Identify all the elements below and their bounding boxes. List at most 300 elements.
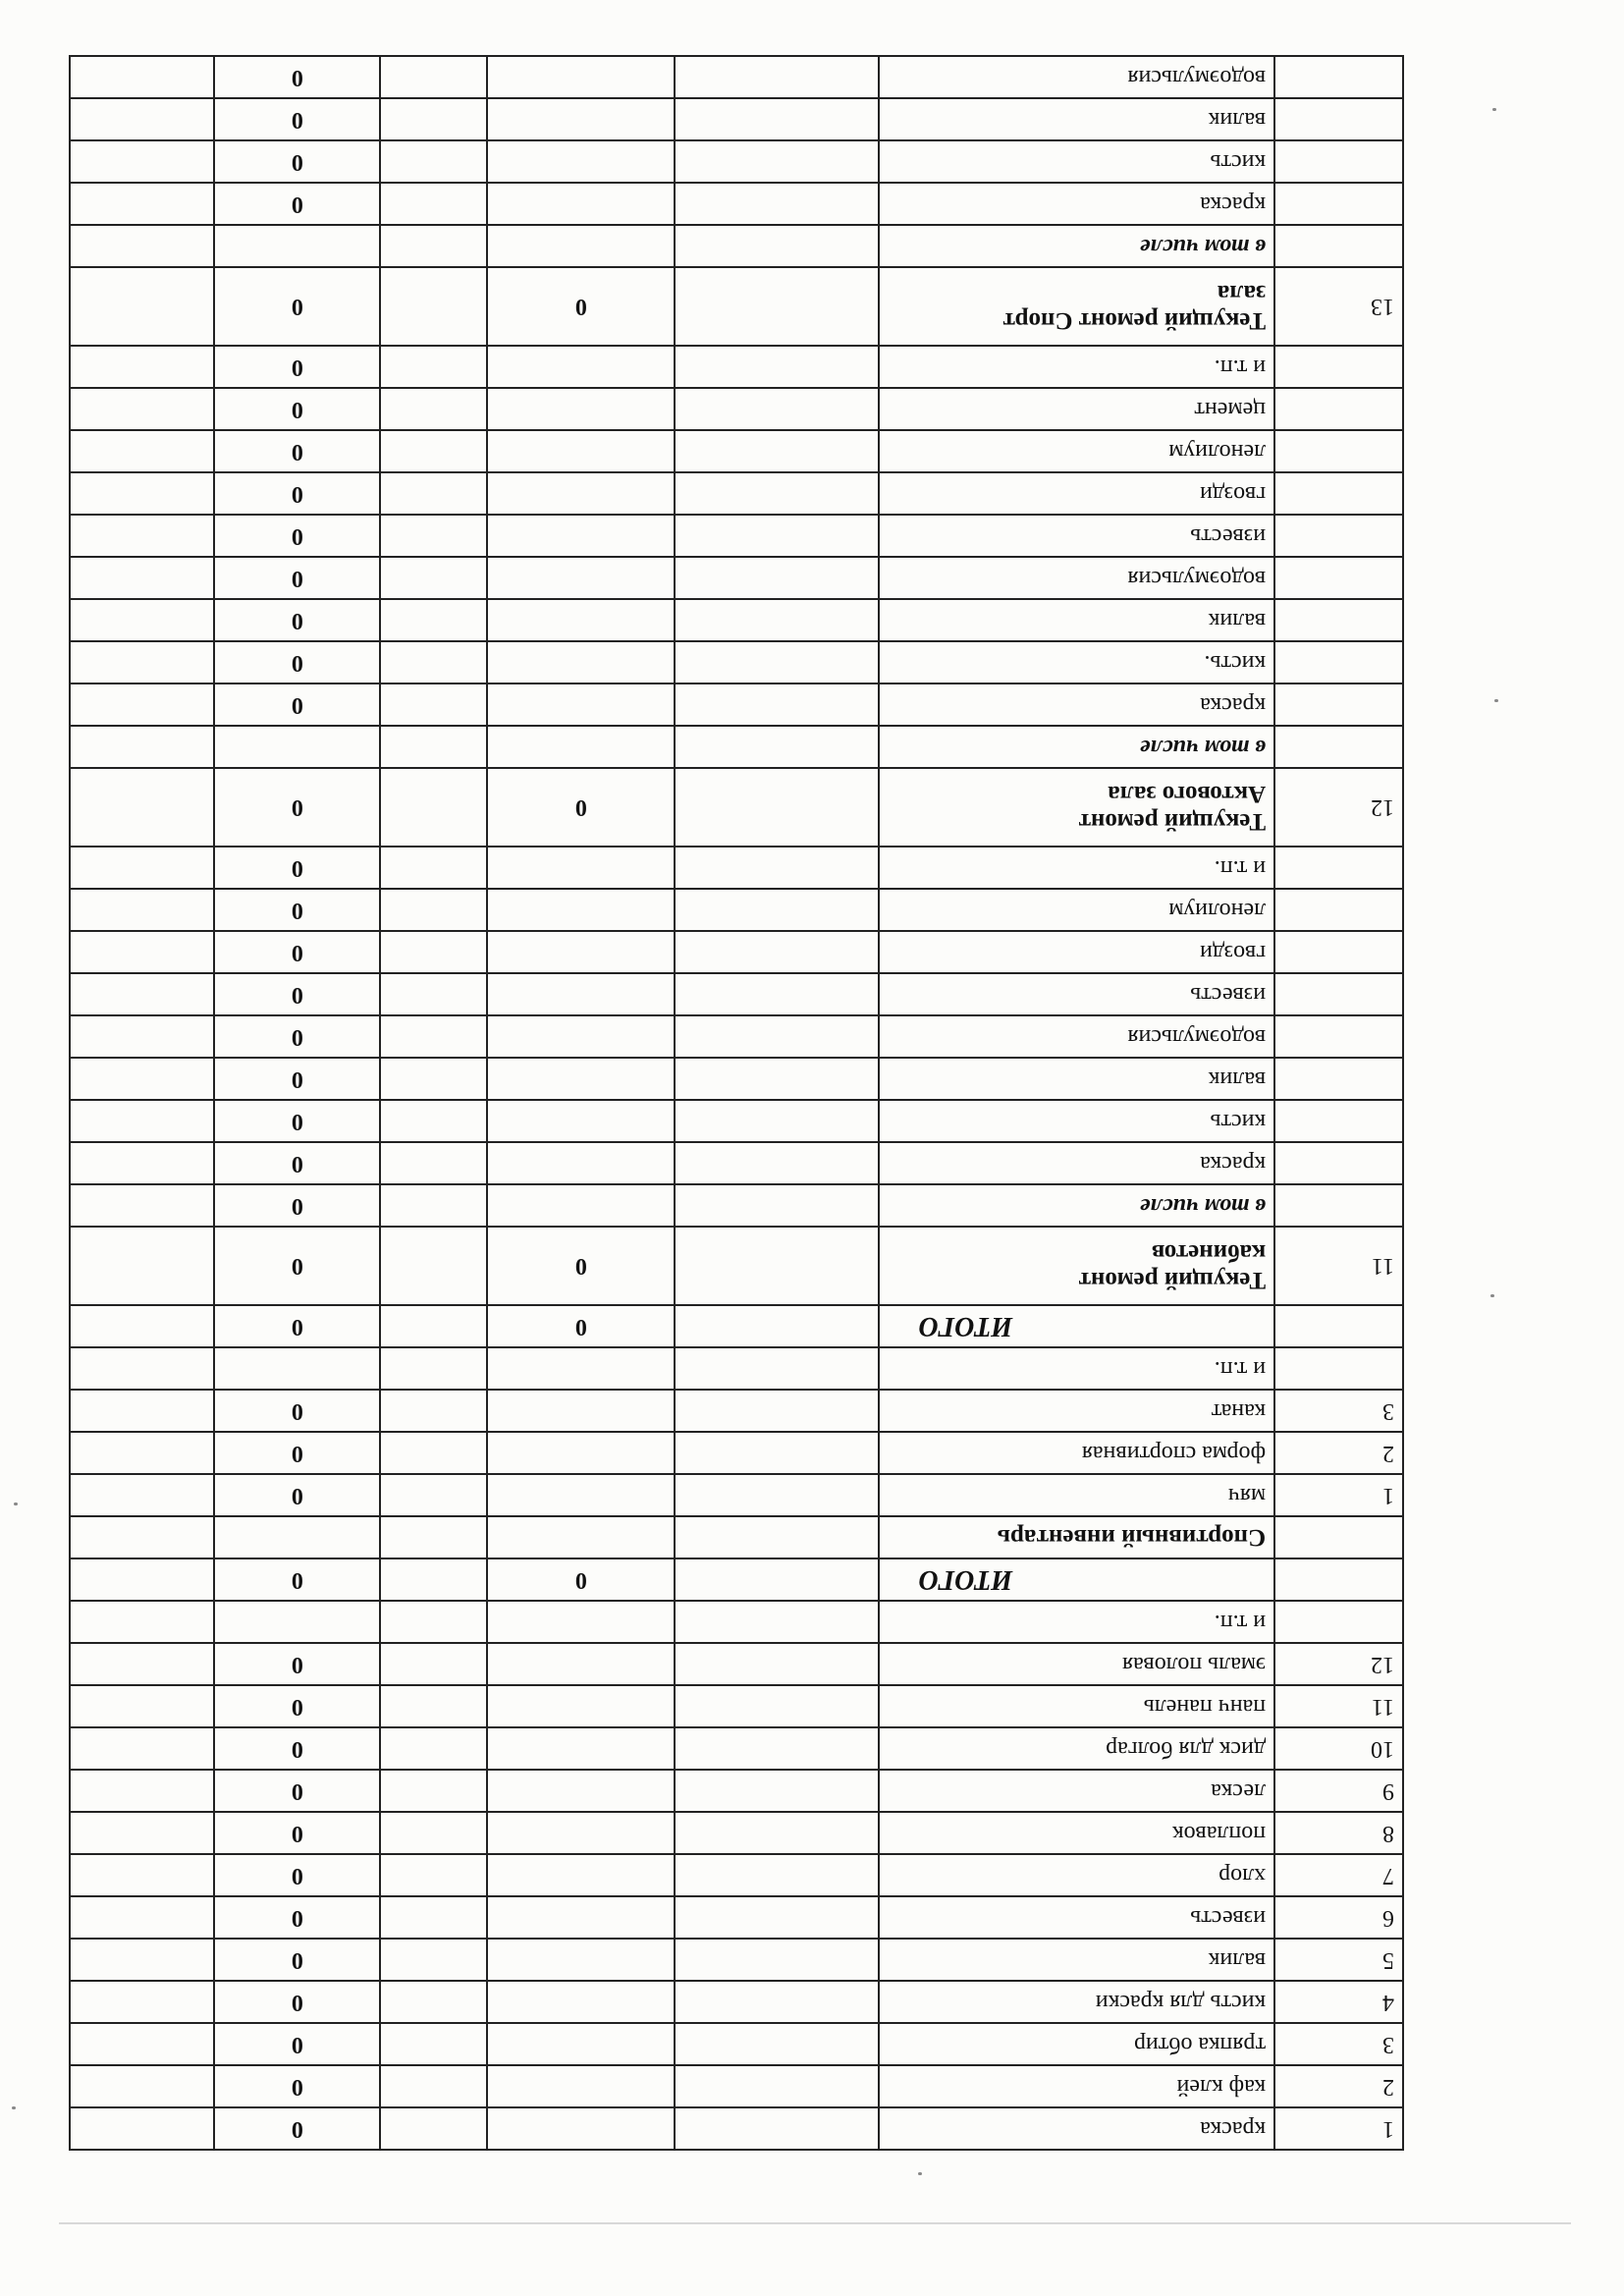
value-cell [380, 931, 487, 973]
value-cell [380, 1432, 487, 1474]
value-cell: 0 [487, 1227, 675, 1305]
item-name-cell: ИТОГО [879, 1558, 1275, 1601]
item-name-cell: кисть. [879, 641, 1275, 683]
item-name-cell: хлор [879, 1854, 1275, 1896]
item-name-cell: гвозди [879, 931, 1275, 973]
value-cell [380, 1516, 487, 1558]
value-cell [487, 726, 675, 768]
table-row [70, 557, 1403, 599]
value-cell [70, 1390, 214, 1432]
item-name-cell: валик [879, 98, 1275, 140]
value-cell [675, 183, 878, 225]
item-name-cell: известь [879, 1896, 1275, 1939]
value-cell [70, 1643, 214, 1685]
value-cell [70, 1854, 214, 1896]
value-cell [380, 1558, 487, 1601]
value-cell [487, 1770, 675, 1812]
value-cell [70, 225, 214, 267]
value-cell [487, 847, 675, 889]
value-cell [675, 1601, 878, 1643]
value-cell [675, 641, 878, 683]
value-cell [675, 56, 878, 98]
table-row [70, 183, 1403, 225]
value-cell [675, 267, 878, 346]
value-cell [380, 1142, 487, 1184]
value-cell [380, 1058, 487, 1100]
value-cell [675, 1100, 878, 1142]
row-number-cell [1274, 557, 1403, 599]
value-cell [487, 1812, 675, 1854]
value-cell [487, 346, 675, 388]
value-cell [675, 1939, 878, 1981]
value-cell [675, 1727, 878, 1770]
value-cell [70, 1058, 214, 1100]
table-row [70, 1100, 1403, 1142]
value-cell [70, 1347, 214, 1390]
value-cell [675, 1812, 878, 1854]
value-cell [70, 2023, 214, 2065]
value-cell [380, 1854, 487, 1896]
value-cell: 0 [214, 2107, 380, 2150]
value-cell: 0 [214, 346, 380, 388]
value-cell [487, 515, 675, 557]
item-name-cell: известь [879, 515, 1275, 557]
item-name-cell: поплавок [879, 1812, 1275, 1854]
item-name-cell: водоэмульсия [879, 1015, 1275, 1058]
value-cell [214, 726, 380, 768]
value-cell [675, 768, 878, 847]
value-cell [70, 1184, 214, 1227]
row-number-cell [1274, 683, 1403, 726]
value-cell [487, 225, 675, 267]
row-number-cell [1274, 515, 1403, 557]
value-cell: 0 [214, 1184, 380, 1227]
value-cell: 0 [214, 931, 380, 973]
value-cell [487, 973, 675, 1015]
item-name-line: Текущий ремонт Спорт [1002, 307, 1267, 334]
value-cell [675, 847, 878, 889]
value-cell [487, 388, 675, 430]
value-cell [675, 2023, 878, 2065]
item-name-cell: в том числе [879, 1184, 1275, 1227]
value-cell [70, 931, 214, 973]
value-cell [487, 2107, 675, 2150]
value-cell: 0 [214, 973, 380, 1015]
value-cell [675, 515, 878, 557]
value-cell: 0 [214, 1685, 380, 1727]
item-name-cell: валик [879, 599, 1275, 641]
value-cell [380, 1390, 487, 1432]
value-cell [70, 1896, 214, 1939]
table-row [70, 1601, 1403, 1643]
value-cell [70, 768, 214, 847]
value-cell [380, 98, 487, 140]
value-cell [380, 1770, 487, 1812]
value-cell [487, 1058, 675, 1100]
item-name-cell: и т.п. [879, 1347, 1275, 1390]
value-cell [487, 1981, 675, 2023]
row-number-cell: 12 [1274, 768, 1403, 847]
row-number-cell: 8 [1274, 1812, 1403, 1854]
value-cell [70, 388, 214, 430]
value-cell [70, 889, 214, 931]
value-cell [675, 599, 878, 641]
table-row [70, 1812, 1403, 1854]
value-cell [675, 1685, 878, 1727]
value-cell [487, 1727, 675, 1770]
value-cell [675, 1643, 878, 1685]
item-name-line: кабинетов [1151, 1239, 1267, 1266]
value-cell [675, 1432, 878, 1474]
value-cell: 0 [214, 889, 380, 931]
table-row [70, 847, 1403, 889]
value-cell: 0 [214, 430, 380, 472]
value-cell [70, 1981, 214, 2023]
value-cell [70, 599, 214, 641]
value-cell [70, 726, 214, 768]
table-row [70, 140, 1403, 183]
item-name-line: зала [1217, 280, 1267, 306]
value-cell [675, 98, 878, 140]
row-number-cell [1274, 1184, 1403, 1227]
value-cell [675, 2065, 878, 2107]
value-cell [380, 2023, 487, 2065]
row-number-cell: 3 [1274, 2023, 1403, 2065]
value-cell [487, 2023, 675, 2065]
value-cell [70, 2065, 214, 2107]
value-cell [675, 346, 878, 388]
value-cell [675, 973, 878, 1015]
value-cell [380, 1100, 487, 1142]
item-name-cell: известь [879, 973, 1275, 1015]
table-row [70, 430, 1403, 472]
value-cell: 0 [214, 1390, 380, 1432]
value-cell [487, 889, 675, 931]
value-cell [487, 98, 675, 140]
table-row [70, 1939, 1403, 1981]
value-cell [70, 973, 214, 1015]
value-cell [70, 1601, 214, 1643]
scan-speck [1494, 699, 1498, 702]
row-number-cell [1274, 726, 1403, 768]
item-name-cell: тряпка обтир [879, 2023, 1275, 2065]
value-cell: 0 [214, 1432, 380, 1474]
value-cell: 0 [214, 1305, 380, 1347]
table-row [70, 1643, 1403, 1685]
value-cell [380, 889, 487, 931]
row-number-cell: 11 [1274, 1227, 1403, 1305]
item-name-cell: ИТОГО [879, 1305, 1275, 1347]
value-cell [675, 1896, 878, 1939]
value-cell [487, 1015, 675, 1058]
row-number-cell: 5 [1274, 1939, 1403, 1981]
value-cell [70, 1142, 214, 1184]
table-row [70, 1015, 1403, 1058]
value-cell [487, 1643, 675, 1685]
row-number-cell: 11 [1274, 1685, 1403, 1727]
item-name-line: Текущий ремонт [1078, 808, 1267, 835]
item-name-cell: Спортивный инвентарь [879, 1516, 1275, 1558]
value-cell [380, 1015, 487, 1058]
value-cell: 0 [214, 1981, 380, 2023]
value-cell [70, 98, 214, 140]
row-number-cell [1274, 346, 1403, 388]
table-row [70, 267, 1403, 346]
table-row [70, 1305, 1403, 1347]
value-cell: 0 [214, 388, 380, 430]
value-cell [70, 1812, 214, 1854]
row-number-cell [1274, 1516, 1403, 1558]
value-cell [675, 1558, 878, 1601]
item-name-cell: и т.п. [879, 1601, 1275, 1643]
value-cell [380, 1896, 487, 1939]
value-cell [380, 557, 487, 599]
item-name-cell: ленолиум [879, 430, 1275, 472]
value-cell: 0 [214, 1854, 380, 1896]
value-cell [214, 1347, 380, 1390]
value-cell [380, 346, 487, 388]
row-number-cell [1274, 641, 1403, 683]
table-row [70, 2107, 1403, 2150]
value-cell [675, 1015, 878, 1058]
value-cell [70, 1685, 214, 1727]
item-name-cell: гвозди [879, 472, 1275, 515]
table-row [70, 1770, 1403, 1812]
table-row [70, 1854, 1403, 1896]
value-cell [380, 726, 487, 768]
table-row [70, 98, 1403, 140]
row-number-cell [1274, 931, 1403, 973]
item-name-cell [879, 768, 1275, 847]
table-row [70, 1516, 1403, 1558]
table-row [70, 388, 1403, 430]
table-row [70, 472, 1403, 515]
table-row [70, 1981, 1403, 2023]
value-cell [487, 1601, 675, 1643]
row-number-cell: 12 [1274, 1643, 1403, 1685]
value-cell [487, 430, 675, 472]
table-row [70, 599, 1403, 641]
value-cell [380, 641, 487, 683]
table-row [70, 931, 1403, 973]
table-row [70, 1432, 1403, 1474]
value-cell [487, 1854, 675, 1896]
value-cell [675, 1305, 878, 1347]
value-cell [675, 388, 878, 430]
row-number-cell [1274, 1601, 1403, 1643]
table-row [70, 889, 1403, 931]
row-number-cell [1274, 599, 1403, 641]
value-cell [675, 1390, 878, 1432]
value-cell [70, 683, 214, 726]
value-cell: 0 [214, 683, 380, 726]
item-name-cell: краска [879, 1142, 1275, 1184]
value-cell [70, 1516, 214, 1558]
value-cell [675, 1516, 878, 1558]
value-cell [70, 1727, 214, 1770]
scan-speck [918, 2172, 922, 2175]
table-row [70, 515, 1403, 557]
value-cell [380, 1727, 487, 1770]
value-cell [380, 140, 487, 183]
row-number-cell [1274, 56, 1403, 98]
value-cell: 0 [214, 98, 380, 140]
table-row [70, 2065, 1403, 2107]
value-cell [70, 346, 214, 388]
value-cell [675, 1184, 878, 1227]
item-name-cell: валик [879, 1058, 1275, 1100]
value-cell [70, 847, 214, 889]
row-number-cell [1274, 847, 1403, 889]
value-cell [675, 1854, 878, 1896]
value-cell [487, 1474, 675, 1516]
value-cell: 0 [487, 267, 675, 346]
value-cell [70, 472, 214, 515]
table-row [70, 973, 1403, 1015]
row-number-cell: 7 [1274, 1854, 1403, 1896]
table-row [70, 683, 1403, 726]
value-cell: 0 [214, 1058, 380, 1100]
item-name-cell: мяч [879, 1474, 1275, 1516]
value-cell [675, 140, 878, 183]
value-cell [675, 1981, 878, 2023]
value-cell [70, 1432, 214, 1474]
value-cell [380, 1685, 487, 1727]
value-cell: 0 [214, 1643, 380, 1685]
value-cell: 0 [214, 641, 380, 683]
value-cell [487, 1142, 675, 1184]
value-cell [70, 515, 214, 557]
row-number-cell: 9 [1274, 1770, 1403, 1812]
value-cell [487, 1939, 675, 1981]
value-cell: 0 [214, 2023, 380, 2065]
item-name-cell: ленолиум [879, 889, 1275, 931]
row-number-cell: 10 [1274, 1727, 1403, 1770]
value-cell [70, 641, 214, 683]
item-name-cell: кисть [879, 1100, 1275, 1142]
row-number-cell [1274, 1347, 1403, 1390]
table-row [70, 1390, 1403, 1432]
row-number-cell [1274, 1100, 1403, 1142]
value-cell: 0 [214, 1896, 380, 1939]
value-cell: 0 [214, 1558, 380, 1601]
item-name-cell: водоэмульсия [879, 557, 1275, 599]
value-cell [487, 683, 675, 726]
row-number-cell [1274, 225, 1403, 267]
value-cell [70, 140, 214, 183]
value-cell [487, 1685, 675, 1727]
value-cell: 0 [214, 56, 380, 98]
value-cell [380, 1939, 487, 1981]
value-cell [70, 430, 214, 472]
value-cell [675, 931, 878, 973]
item-name-cell: диск для болгар [879, 1727, 1275, 1770]
value-cell [487, 1516, 675, 1558]
value-cell [487, 599, 675, 641]
table-row [70, 1227, 1403, 1305]
row-number-cell [1274, 98, 1403, 140]
value-cell: 0 [214, 515, 380, 557]
item-name-cell [879, 1227, 1275, 1305]
item-name-cell [879, 267, 1275, 346]
row-number-cell: 1 [1274, 1474, 1403, 1516]
item-name-cell: канат [879, 1390, 1275, 1432]
row-number-cell: 2 [1274, 2065, 1403, 2107]
value-cell [675, 726, 878, 768]
value-cell [675, 683, 878, 726]
item-name-cell: и т.п. [879, 847, 1275, 889]
table-row [70, 726, 1403, 768]
value-cell [380, 472, 487, 515]
item-name-cell: краска [879, 2107, 1275, 2150]
value-cell: 0 [214, 2065, 380, 2107]
item-name-cell: в том числе [879, 726, 1275, 768]
value-cell [487, 931, 675, 973]
value-cell [380, 225, 487, 267]
item-name-cell: панч панель [879, 1685, 1275, 1727]
value-cell [380, 1184, 487, 1227]
item-name-cell: краска [879, 683, 1275, 726]
value-cell [70, 1939, 214, 1981]
value-cell [380, 1474, 487, 1516]
table-row [70, 1685, 1403, 1727]
value-cell [70, 56, 214, 98]
item-name-line: Текущий ремонт [1078, 1267, 1267, 1293]
value-cell: 0 [214, 140, 380, 183]
value-cell: 0 [214, 1100, 380, 1142]
value-cell: 0 [214, 1727, 380, 1770]
value-cell [380, 1981, 487, 2023]
value-cell: 0 [214, 472, 380, 515]
scan-speck [1490, 1294, 1494, 1297]
table-row [70, 346, 1403, 388]
value-cell: 0 [214, 599, 380, 641]
value-cell [380, 1347, 487, 1390]
value-cell [675, 225, 878, 267]
value-cell [675, 1142, 878, 1184]
value-cell [487, 140, 675, 183]
row-number-cell: 4 [1274, 1981, 1403, 2023]
table-row [70, 1474, 1403, 1516]
item-name-cell: и т.п. [879, 346, 1275, 388]
item-name-cell: краска [879, 183, 1275, 225]
value-cell [380, 768, 487, 847]
item-name-line: Актового зала [1108, 781, 1267, 807]
row-number-cell [1274, 388, 1403, 430]
table-row [70, 768, 1403, 847]
value-cell: 0 [487, 1558, 675, 1601]
item-name-cell: эмаль половая [879, 1643, 1275, 1685]
row-number-cell: 6 [1274, 1896, 1403, 1939]
row-number-cell [1274, 1558, 1403, 1601]
value-cell: 0 [214, 1939, 380, 1981]
value-cell [380, 183, 487, 225]
value-cell [70, 1770, 214, 1812]
value-cell [487, 2065, 675, 2107]
row-number-cell [1274, 472, 1403, 515]
row-number-cell [1274, 1015, 1403, 1058]
value-cell [214, 1601, 380, 1643]
value-cell [675, 430, 878, 472]
value-cell [70, 2107, 214, 2150]
row-number-cell [1274, 430, 1403, 472]
value-cell [675, 1770, 878, 1812]
row-number-cell [1274, 183, 1403, 225]
value-cell [70, 1474, 214, 1516]
value-cell [380, 56, 487, 98]
value-cell [487, 1347, 675, 1390]
value-cell [380, 1305, 487, 1347]
